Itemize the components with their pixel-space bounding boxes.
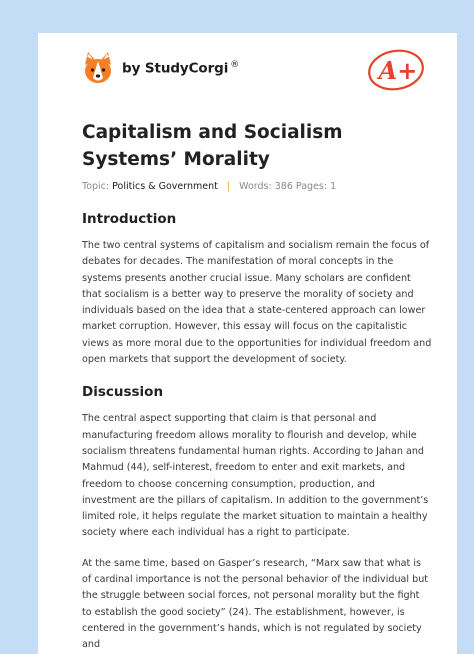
pages-count: 1 xyxy=(330,181,337,192)
paragraph: At the same time, based on Gasper’s research, “Marx saw that what is of cardinal importance is not the personal behavior of the individual but the struggle between social forces, not personal morality but the fight to establish the good society” (24). The establishment, however, is centered in the government’s hands, which is not regulated by society and xyxy=(82,557,429,651)
meta-separator: | xyxy=(226,181,231,192)
topic-label: Topic: xyxy=(82,181,110,192)
words-label: Words: xyxy=(239,181,272,192)
corgi-logo-icon xyxy=(82,51,114,85)
document-page xyxy=(38,33,457,654)
svg-text:A+: A+ xyxy=(378,56,418,85)
brand-header[interactable] xyxy=(82,51,239,85)
topic-link[interactable]: Politics & Government xyxy=(112,181,218,192)
words-count: 386 xyxy=(274,181,293,192)
section-heading-introduction: Introduction xyxy=(82,211,177,227)
brand-name: by StudyCorgi ® xyxy=(122,59,240,77)
section-heading-discussion: Discussion xyxy=(82,384,164,401)
paragraph: The two central systems of capitalism and socialism remain the focus of debates for decades. The manifestation of moral concepts in the systems presents another crucial issue. Many scholars are confident that socialism is a better way to preserve the morality of society and individuals based on the idea that a state-centered approach can lower market corruption. However, this essay will focus on the capitalistic views as more moral due to the opportunities for individual freedom and open markets that support the development of society. xyxy=(82,240,432,366)
grade-badge-icon xyxy=(365,45,429,93)
pages-label: Pages: xyxy=(295,181,328,192)
essay-body xyxy=(82,209,432,654)
essay-meta xyxy=(82,181,336,192)
essay-title: Capitalism and Socialism Systems’ Morality xyxy=(82,122,343,170)
paragraph: The central aspect supporting that claim is that personal and manufacturing freedom allows morality to flourish and develop, while socialism threatens fundamental human rights. According to Jahan and Mahmud (44), self-interest, freedom to enter and exit markets, and freedom to choose concerning consumption, production, and investment are the pillars of capitalism. In addition to the government’s limited role, it helps regulate the market situation to maintain a healthy society where each individual has a right to participate. xyxy=(82,413,429,539)
